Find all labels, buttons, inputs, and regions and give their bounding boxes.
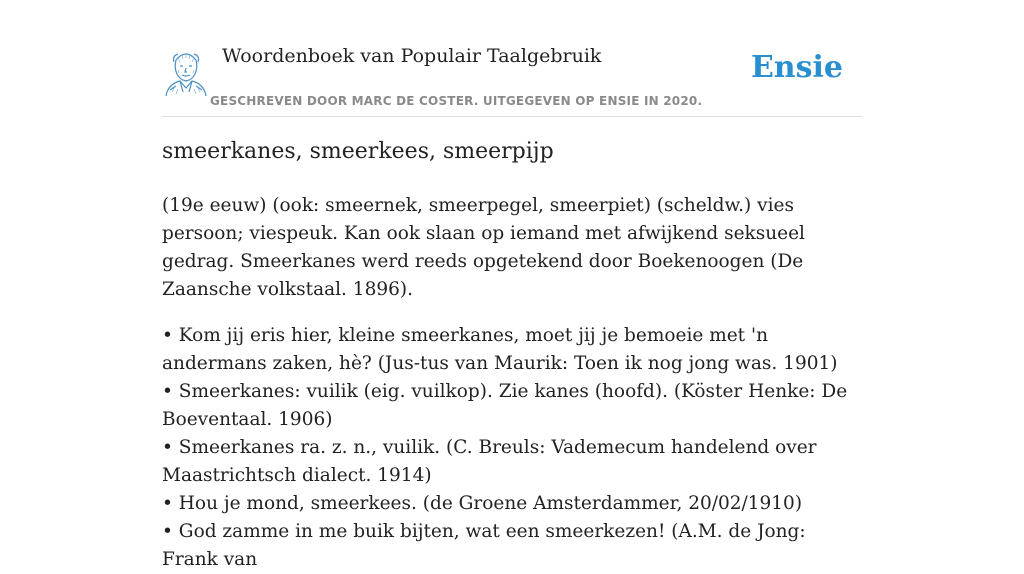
site-header — [162, 40, 862, 117]
entry-content — [162, 192, 862, 574]
quote-item: • God zamme in me buik bijten, wat een smeerkezen! (A.M. de Jong: Frank van — [162, 521, 806, 570]
author-portrait-icon[interactable] — [162, 46, 210, 96]
definition-text: (19e eeuw) (ook: smeernek, smeerpegel, smeerpiet) (scheldw.) vies persoon; viespeuk. Kan ook slaan op iemand met afwijkend seksueel gedrag. Smeerkanes werd reeds opgetekend door Boekenoogen (De Zaansche volkstaal. 1896). — [162, 195, 805, 300]
quote-item: • Hou je mond, smeerkees. (de Groene Amsterdammer, 20/02/1910) — [162, 493, 803, 514]
byline: GESCHREVEN DOOR MARC DE COSTER. UITGEGEVEN OP ENSIE IN 2020. — [210, 94, 703, 108]
quote-item: • Smeerkanes ra. z. n., vuilik. (C. Breuls: Vademecum handelend over Maastrichtsch dialect. 1914) — [162, 437, 817, 486]
site-title[interactable]: Woordenboek van Populair Taalgebruik — [222, 45, 602, 67]
ensie-logo-link[interactable]: Ensie — [750, 50, 843, 85]
quote-item: • Smeerkanes: vuilik (eig. vuilkop). Zie kanes (hoofd). (Köster Henke: De Boeventaal. 1906) — [162, 381, 848, 430]
quote-item: • Kom jij eris hier, kleine smeerkanes, moet jij je bemoeie met 'n andermans zaken, hè? (Jus-tus van Maurik: Toen ik nog jong was. 1901) — [162, 325, 838, 374]
page-title: smeerkanes, smeerkees, smeerpijp — [162, 139, 554, 164]
